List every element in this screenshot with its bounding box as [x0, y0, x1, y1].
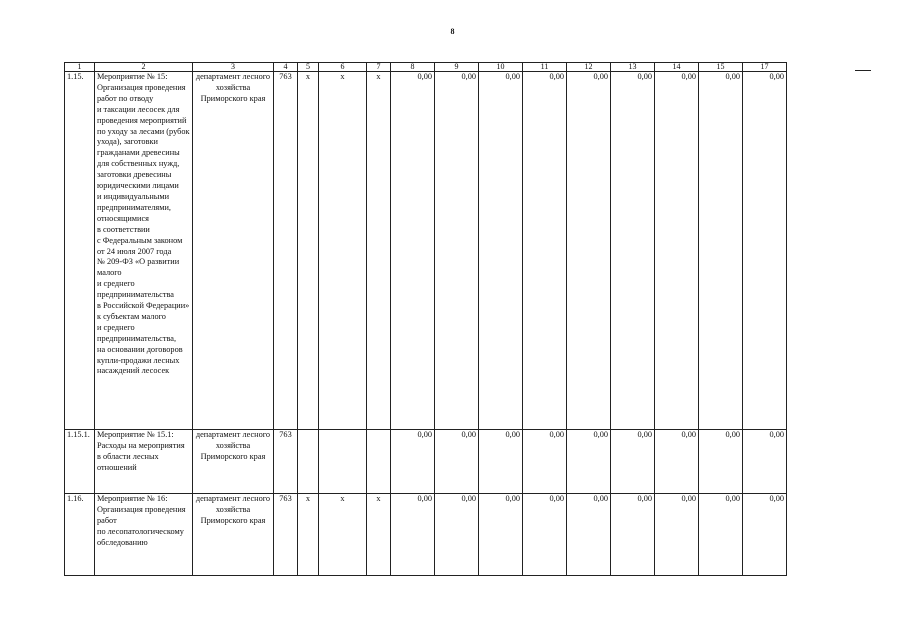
row-col6: x	[319, 494, 367, 576]
row-value: 0,00	[479, 430, 523, 494]
row-value: 0,00	[567, 430, 611, 494]
row-value: 0,00	[479, 72, 523, 430]
row-value: 0,00	[611, 430, 655, 494]
row-description: Мероприятие № 15: Организация проведения работ по отводу и таксации лесосек для проведения мероприятий по уходу за лесами (рубок ухода), заготовки гражданами древесины для собственных нужд, заготовки древесины юридическими лицами и индивидуальными предпринимателями, относящимися в соответствии с Федеральным законом от 24 июля 2007 года № 209-ФЗ «О развитии малого и среднего предпринимательства в Российской Федерации» к субъектам малого и среднего предпринимательства, на основании договоров купли-продажи лесных насаждений лесосек	[95, 72, 193, 430]
header-cell: 10	[479, 63, 523, 72]
row-value: 0,00	[391, 430, 435, 494]
row-description: Мероприятие № 15.1: Расходы на мероприятия в области лесных отношений	[95, 430, 193, 494]
program-table	[64, 62, 787, 576]
row-value: 0,00	[435, 430, 479, 494]
row-value: 0,00	[699, 72, 743, 430]
row-value: 0,00	[655, 72, 699, 430]
row-value: 0,00	[435, 72, 479, 430]
header-cell: 7	[367, 63, 391, 72]
row-value: 0,00	[479, 494, 523, 576]
row-value: 0,00	[611, 494, 655, 576]
page-number: 8	[450, 27, 455, 36]
table-edge-line	[855, 70, 871, 71]
row-department: департамент лесного хозяйства Приморского края	[193, 494, 274, 576]
header-cell: 11	[523, 63, 567, 72]
row-col6: x	[319, 72, 367, 430]
header-cell: 6	[319, 63, 367, 72]
row-value: 0,00	[611, 72, 655, 430]
header-cell: 9	[435, 63, 479, 72]
row-value: 0,00	[391, 72, 435, 430]
row-value: 0,00	[655, 494, 699, 576]
row-value: 0,00	[523, 430, 567, 494]
row-department: департамент лесного хозяйства Приморского края	[193, 72, 274, 430]
header-cell: 17	[743, 63, 787, 72]
header-cell: 15	[699, 63, 743, 72]
row-col7: x	[367, 494, 391, 576]
row-description: Мероприятие № 16: Организация проведения работ по лесопатологическому обследованию	[95, 494, 193, 576]
row-value: 0,00	[743, 430, 787, 494]
header-cell: 14	[655, 63, 699, 72]
table-row	[65, 430, 787, 494]
header-cell: 13	[611, 63, 655, 72]
row-value: 0,00	[435, 494, 479, 576]
row-col4: 763	[274, 494, 298, 576]
header-cell: 12	[567, 63, 611, 72]
row-value: 0,00	[567, 494, 611, 576]
row-value: 0,00	[655, 430, 699, 494]
row-value: 0,00	[391, 494, 435, 576]
row-col5: x	[298, 494, 319, 576]
row-col6	[319, 430, 367, 494]
header-cell: 1	[65, 63, 95, 72]
row-col5	[298, 430, 319, 494]
row-code: 1.15.	[65, 72, 95, 430]
table-row	[65, 494, 787, 576]
row-col7	[367, 430, 391, 494]
row-col4: 763	[274, 72, 298, 430]
row-value: 0,00	[699, 430, 743, 494]
row-col5: x	[298, 72, 319, 430]
header-cell: 2	[95, 63, 193, 72]
row-col7: x	[367, 72, 391, 430]
row-value: 0,00	[699, 494, 743, 576]
header-cell: 5	[298, 63, 319, 72]
table-row	[65, 72, 787, 430]
header-cell: 3	[193, 63, 274, 72]
row-code: 1.16.	[65, 494, 95, 576]
row-value: 0,00	[523, 494, 567, 576]
row-value: 0,00	[523, 72, 567, 430]
row-value: 0,00	[743, 72, 787, 430]
row-col4: 763	[274, 430, 298, 494]
header-cell: 8	[391, 63, 435, 72]
row-department: департамент лесного хозяйства Приморского края	[193, 430, 274, 494]
column-number-header	[65, 63, 787, 72]
row-value: 0,00	[743, 494, 787, 576]
row-code: 1.15.1.	[65, 430, 95, 494]
header-cell: 4	[274, 63, 298, 72]
row-value: 0,00	[567, 72, 611, 430]
